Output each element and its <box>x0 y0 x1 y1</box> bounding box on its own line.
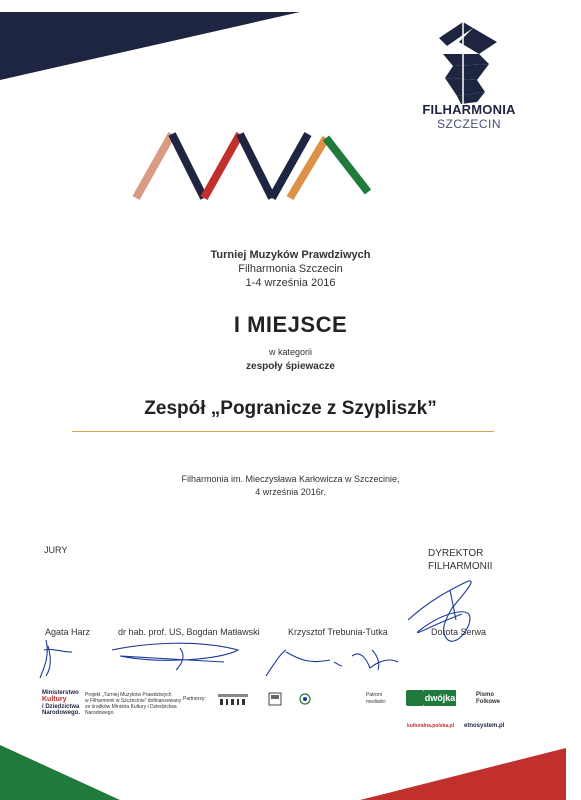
signatory-4: Dorota Serwa <box>431 627 487 637</box>
media-label-line1: Patroni <box>366 692 382 698</box>
project-note-line2: w Filharmonii w Szczecinie” dofinansowany <box>85 698 182 704</box>
ministry-line4: Narodowego. <box>42 709 81 716</box>
pismo-line1: Pismo <box>476 692 495 698</box>
partner-logo-2-icon <box>268 692 282 706</box>
partners-label: Partnerzy: <box>183 696 206 702</box>
filharmonia-logo-icon <box>433 20 503 104</box>
director-label <box>428 548 492 573</box>
signatory-2: dr hab. prof. US, Bogdan Matławski <box>118 627 260 637</box>
divider-line <box>72 431 494 432</box>
event-dates: 1-4 września 2016 <box>245 277 336 289</box>
etnosystem-logo: etnosystem.pl <box>464 723 505 729</box>
project-note-line4: Narodowego. <box>85 710 115 716</box>
ministry-line2: Kultury <box>42 696 67 704</box>
logo-line1: FILHARMONIA <box>422 102 516 117</box>
filharmonia-logo <box>404 103 534 130</box>
director-line2: FILHARMONII <box>428 560 493 572</box>
ministry-line3: i Dziedzictwa <box>42 703 80 710</box>
ministry-logo <box>42 690 80 716</box>
logo-line2: SZCZECIN <box>437 117 501 131</box>
media-label <box>366 692 386 705</box>
award-place: I MIEJSCE <box>233 312 348 337</box>
project-note-line3: ze środków Ministra Kultury i Dziedzictwa <box>85 704 177 710</box>
issued-place: Filharmonia im. Mieczysława Karłowicza w Szczecinie, <box>181 474 400 484</box>
kultura-logo: kulturalna.polska.pl <box>407 723 454 729</box>
event-venue: Filharmonia Szczecin <box>238 263 343 275</box>
project-note <box>85 692 181 716</box>
category-intro: w kategorii <box>268 347 313 357</box>
media-label-line2: medialni: <box>366 698 387 705</box>
issued-date: 4 września 2016r. <box>255 487 326 497</box>
zigzag-emblem-icon <box>132 128 382 208</box>
signatory-3: Krzysztof Trebunia-Tutka <box>288 627 388 637</box>
project-note-line1: Projekt „Turniej Muzyków Prawdziwych <box>85 692 172 698</box>
pismo-folkowe-logo <box>476 692 500 706</box>
signatory-1: Agata Harz <box>45 627 91 637</box>
dwojka-icon <box>406 690 424 706</box>
dwojka-logo: dwójka <box>424 690 456 706</box>
pismo-line2: Folkowe <box>476 699 501 706</box>
partner-logo-1-icon <box>218 692 248 706</box>
director-line1: DYREKTOR <box>428 548 484 559</box>
jury-label: JURY <box>44 545 68 555</box>
category-name: zespoły śpiewacze <box>246 361 335 372</box>
recipient-name: Zespół „Pogranicze z Szypliszk” <box>144 398 437 419</box>
partner-logo-3-icon <box>298 692 312 706</box>
event-title: Turniej Muzyków Prawdziwych <box>210 249 371 261</box>
ministry-line1: Ministerstwo <box>42 690 79 696</box>
